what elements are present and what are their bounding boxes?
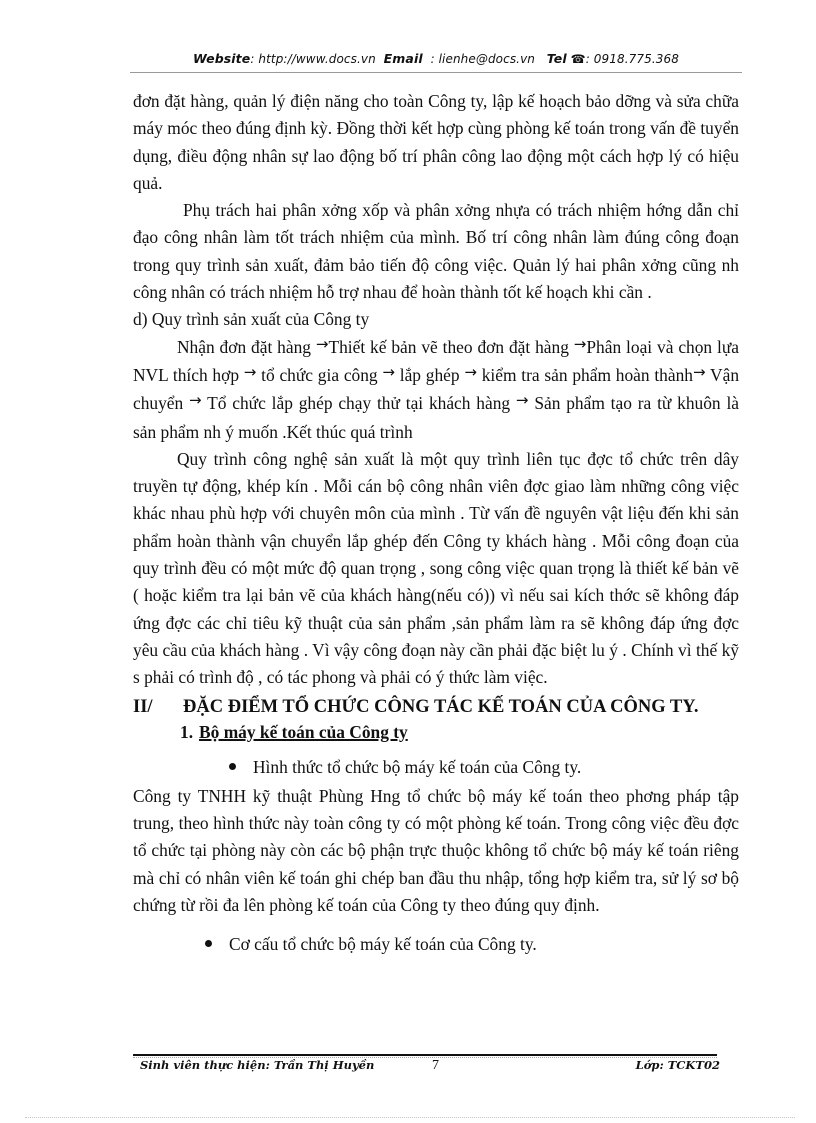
footer-class: Lớp: TCKT02 bbox=[635, 1058, 720, 1072]
paragraph-2: Phụ trách hai phân xởng xốp và phân xởng nhựa có trách nhiệm hớng dẫn chỉ đạo công nhân làm tốt trách nhiệm của mình. Bố trí công nhân làm đúng công đoạn trong quy trình sản xuất, đảm bảo tiến độ công việc. Quản lý hai phân xởng cũng nh công nhân có trách nhiệm hỗ trợ nhau để hoàn thành tốt kế hoạch khi cần . bbox=[133, 200, 739, 303]
paragraph-4: Công ty TNHH kỹ thuật Phùng Hng tổ chức bộ máy kế toán theo phơng pháp tập trung, theo hình thức này toàn công ty có một phòng kế toán. Trong công việc đều đợc tổ chức tại phòng này còn các bộ phận trực thuộc không tổ chức bộ máy kế toán riêng mà chỉ có nhân viên kế toán ghi chép ban đầu thu nhập, tổng hợp kiểm tra, sử lý sơ bộ chứng từ rồi đa lên phòng kế toán của Công ty theo đúng quy định. bbox=[133, 785, 739, 916]
arrow-right-icon: → bbox=[573, 334, 587, 353]
section-ii-heading bbox=[133, 694, 739, 720]
bullet-icon bbox=[229, 763, 236, 770]
page-bottom-dotted-line bbox=[25, 1117, 795, 1118]
section-title: ĐẶC ĐIỂM TỔ CHỨC CÔNG TÁC KẾ TOÁN CỦA CÔNG TY. bbox=[183, 696, 699, 717]
arrow-right-icon: → bbox=[315, 334, 329, 353]
tel-label: Tel bbox=[546, 51, 567, 66]
footer-student: Sinh viên thực hiện: Trần Thị Huyền bbox=[140, 1058, 375, 1072]
arrow-right-icon: → bbox=[243, 362, 257, 381]
production-flow: Nhận đơn đặt hàng →Thiết kế bản vẽ theo đơn đặt hàng →Phân loại và chọn lựa NVL thích hợp → tổ chức gia công → lắp ghép → kiểm tra sản phẩm hoàn thành→ Vận chuyển → Tổ chức lắp ghép chạy thử tại khách hàng → Sản phẩm tạo ra từ khuôn là sản phẩm nh ý muốn .Kết thúc quá trình bbox=[133, 334, 740, 442]
arrow-right-icon: → bbox=[464, 362, 477, 381]
website-value: : http://www.docs.vn bbox=[250, 52, 376, 66]
page-number: 7 bbox=[432, 1058, 439, 1073]
email-value: : lienhe@docs.vn bbox=[430, 52, 535, 66]
phone-icon: ☎ bbox=[570, 52, 586, 66]
footer-divider bbox=[133, 1054, 717, 1056]
section-d-heading: d) Quy trình sản xuất của Công ty bbox=[133, 309, 370, 330]
page-footer bbox=[140, 1058, 720, 1078]
bullet-item-1: Hình thức tổ chức bộ máy kế toán của Công ty. bbox=[229, 754, 739, 781]
arrow-right-icon: → bbox=[693, 362, 706, 381]
email-label: Email bbox=[383, 51, 423, 66]
subsection-number: 1. bbox=[180, 721, 194, 742]
bullet-item-2: Cơ cấu tổ chức bộ máy kế toán của Công ty. bbox=[205, 931, 739, 958]
paragraph-1: đơn đặt hàng, quản lý điện năng cho toàn Công ty, lập kế hoạch bảo dỡng và sửa chữa máy móc theo đúng định kỳ. Đồng thời kết hợp cùng phòng kế toán trong vấn đề tuyển dụng, điều động nhân sự lao động bố trí phân công lao động một cách hợp lý có hiệu quả. bbox=[133, 91, 739, 193]
document-body bbox=[133, 88, 739, 961]
arrow-right-icon: → bbox=[382, 362, 395, 381]
page-header bbox=[130, 50, 742, 73]
arrow-right-icon: → bbox=[189, 391, 202, 410]
tel-value: : 0918.775.368 bbox=[585, 52, 679, 66]
bullet-icon bbox=[205, 940, 212, 947]
subsection-title: Bộ máy kế toán của Công ty bbox=[199, 721, 408, 742]
subsection-1-heading bbox=[180, 720, 739, 744]
paragraph-3: Quy trình công nghệ sản xuất là một quy trình liên tục đợc tổ chức trên dây truyền tự động, khép kín . Mỗi cán bộ công nhân viên đợc giao làm những công việc khác nhau phù hợp với chuyên môn của mình . Từ vấn đề nguyên vật liệu đến khi sản phẩm hoàn thành vận chuyển lắp ghép đến Công ty khách hàng . Mỗi công đoạn của quy trình đều có một mức độ quan trọng , song công việc quan trọng là thiết kế bản vẽ ( hoặc kiểm tra lại bản vẽ của khách hàng(nếu có)) vì nếu sai kích thớc sẽ không đáp ứng đợc các chỉ tiêu kỹ thuật của sản phẩm ,sản phẩm làm ra sẽ không đáp ứng đợc yêu cầu của khách hàng . Vì vậy công đoạn này cần phải đặc biệt lu ý . Chính vì thế kỹ s phải có trình độ , có tác phong và phải có ý thức làm việc. bbox=[133, 448, 739, 688]
website-label: Website bbox=[193, 51, 251, 66]
section-number: II/ bbox=[133, 696, 153, 717]
arrow-right-icon: → bbox=[515, 391, 529, 410]
